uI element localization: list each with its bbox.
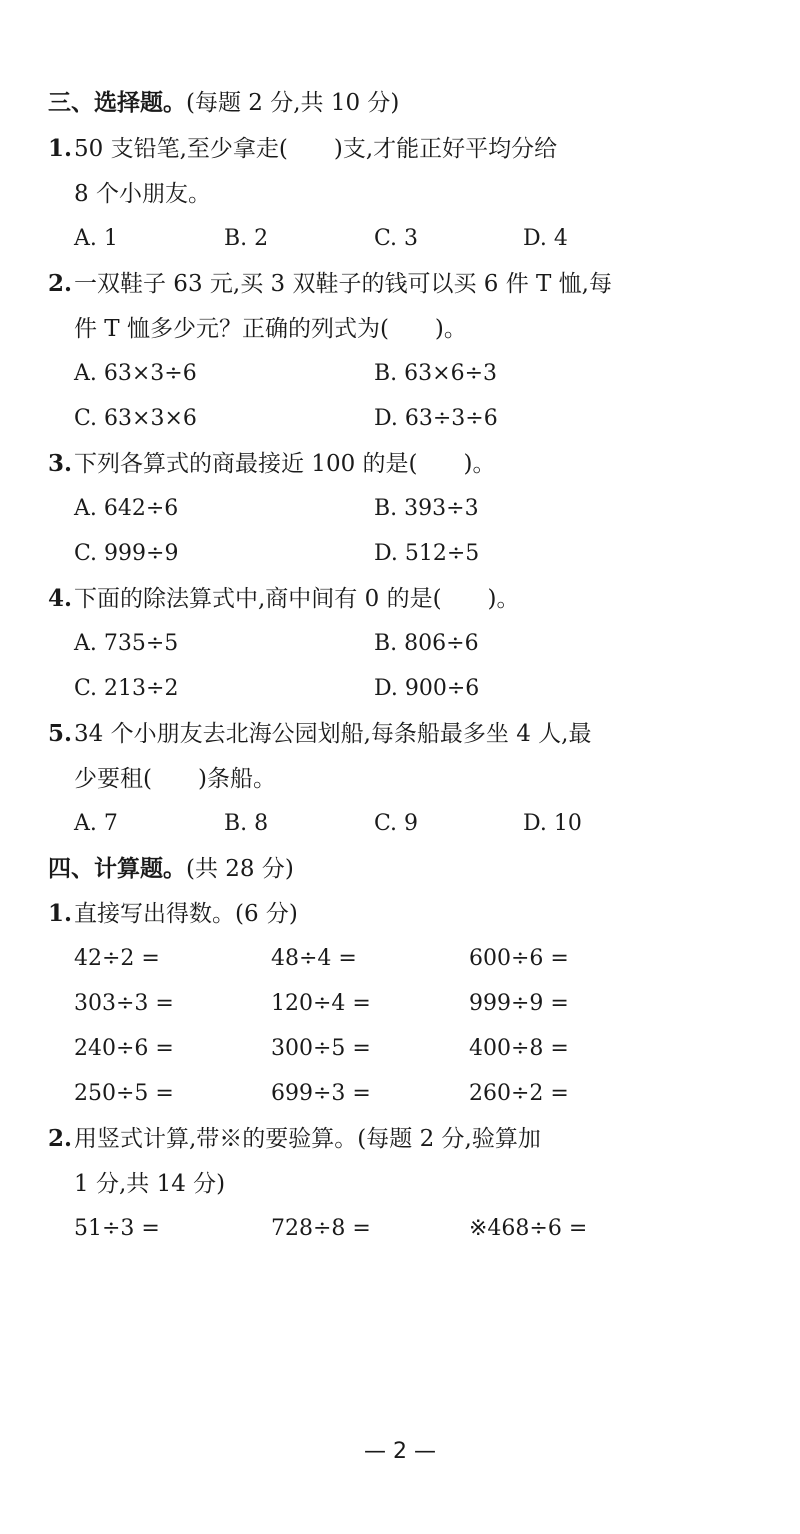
option-b: B. 806÷6	[374, 631, 479, 656]
question-2	[48, 269, 612, 299]
section-4-note: (共 28 分)	[186, 856, 294, 882]
option-b: B. 63×6÷3	[374, 361, 498, 386]
question-number: 4.	[48, 585, 73, 612]
question-1-continued: 8 个小朋友。	[74, 181, 211, 207]
option-d: D. 900÷6	[374, 676, 480, 701]
section-3-note: (每题 2 分,共 10 分)	[186, 90, 400, 116]
option-a: A. 642÷6	[74, 496, 179, 521]
section-3-title: 三、选择题。	[48, 89, 186, 116]
option-b: B. 8	[224, 811, 269, 836]
question-number: 3.	[48, 450, 73, 477]
question-text: 一双鞋子 63 元,买 3 双鞋子的钱可以买 6 件 T 恤,每	[74, 271, 612, 297]
section-4-heading	[48, 854, 294, 884]
calc-item: 120÷4 =	[271, 991, 371, 1016]
question-5-continued: 少要租( )条船。	[74, 766, 276, 792]
calc-item: 42÷2 =	[74, 946, 160, 971]
question-2-continued: 件 T 恤多少元？正确的列式为( )。	[74, 316, 467, 342]
question-5	[48, 719, 591, 749]
calc-item: 240÷6 =	[74, 1036, 174, 1061]
question-number: 1.	[48, 135, 73, 162]
question-number: 2.	[48, 1125, 73, 1152]
question-1	[48, 134, 557, 164]
question-text: 50 支铅笔,至少拿走( )支,才能正好平均分给	[74, 136, 558, 162]
option-a: A. 7	[74, 811, 118, 836]
option-c: C. 9	[374, 811, 419, 836]
calc-question-2-continued: 1 分,共 14 分)	[74, 1171, 226, 1197]
calc-item: 699÷3 =	[271, 1081, 371, 1106]
calc-item: 260÷2 =	[469, 1081, 569, 1106]
calc-item: 303÷3 =	[74, 991, 174, 1016]
question-number: 5.	[48, 720, 73, 747]
option-d: D. 63÷3÷6	[374, 406, 498, 431]
question-4	[48, 584, 520, 614]
question-number: 2.	[48, 270, 73, 297]
section-4-title: 四、计算题。	[48, 855, 186, 882]
question-text: 下列各算式的商最接近 100 的是( )。	[74, 451, 496, 477]
option-c: C. 999÷9	[74, 541, 179, 566]
option-b: B. 393÷3	[374, 496, 479, 521]
option-d: D. 10	[523, 811, 582, 836]
vertical-calc-item: 728÷8 =	[271, 1216, 371, 1241]
vertical-calc-item-verify: ※468÷6 =	[469, 1216, 588, 1241]
option-a: A. 1	[74, 226, 118, 251]
calc-item: 48÷4 =	[271, 946, 357, 971]
question-text: 直接写出得数。(6 分)	[74, 901, 298, 927]
vertical-calc-item: 51÷3 =	[74, 1216, 160, 1241]
calc-item: 400÷8 =	[469, 1036, 569, 1061]
calc-item: 250÷5 =	[74, 1081, 174, 1106]
option-b: B. 2	[224, 226, 269, 251]
page-number: — 2 —	[364, 1439, 436, 1464]
calc-question-2	[48, 1124, 541, 1154]
option-c: C. 213÷2	[74, 676, 179, 701]
calc-item: 999÷9 =	[469, 991, 569, 1016]
option-c: C. 63×3×6	[74, 406, 197, 431]
question-number: 1.	[48, 900, 73, 927]
option-a: A. 63×3÷6	[74, 361, 197, 386]
calc-item: 600÷6 =	[469, 946, 569, 971]
option-d: D. 4	[523, 226, 568, 251]
question-text: 34 个小朋友去北海公园划船,每条船最多坐 4 人,最	[74, 721, 592, 747]
option-c: C. 3	[374, 226, 419, 251]
option-a: A. 735÷5	[74, 631, 179, 656]
question-text: 用竖式计算,带※的要验算。(每题 2 分,验算加	[74, 1126, 541, 1152]
calc-question-1	[48, 899, 298, 929]
calc-item: 300÷5 =	[271, 1036, 371, 1061]
section-3-heading	[48, 88, 399, 118]
question-3	[48, 449, 495, 479]
question-text: 下面的除法算式中,商中间有 0 的是( )。	[74, 586, 520, 612]
option-d: D. 512÷5	[374, 541, 480, 566]
